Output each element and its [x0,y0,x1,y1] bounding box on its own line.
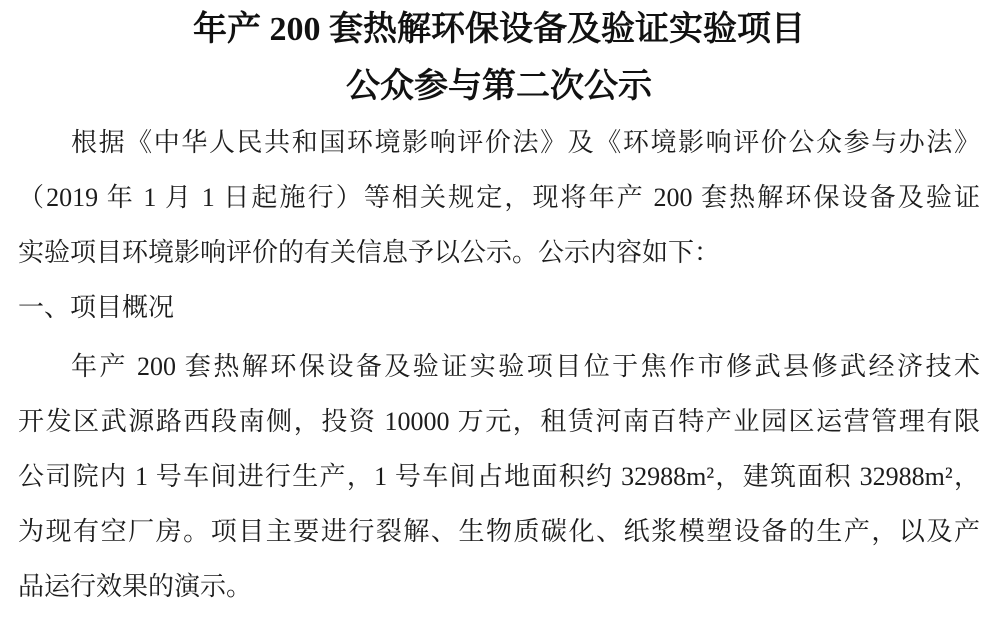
document-title-line-1: 年产 200 套热解环保设备及验证实验项目 [193,11,805,48]
overview-line-4: 为现有空厂房。项目主要进行裂解、生物质碳化、纸浆模塑设备的生产，以及产 [18,517,980,546]
document-title-line-2: 公众参与第二次公示 [346,68,652,105]
overview-line-3: 公司院内 1 号车间进行生产，1 号车间占地面积约 32988m²，建筑面积 32988m²， [18,462,980,491]
document-body [18,115,980,614]
paragraph-intro [18,115,980,280]
overview-line-2: 开发区武源路西段南侧，投资 10000 万元，租赁河南百特产业园区运营管理有限 [18,407,980,436]
intro-line-2: （2019 年 1 月 1 日起施行）等相关规定，现将年产 200 套热解环保设备及验证 [18,183,980,212]
section-heading-project-overview: 一、项目概况 [18,293,175,322]
overview-line-5: 品运行效果的演示。 [18,572,253,601]
intro-line-1: 根据《中华人民共和国环境影响评价法》及《环境影响评价公众参与办法》 [71,128,980,157]
document-title [18,1,980,115]
overview-line-1: 年产 200 套热解环保设备及验证实验项目位于焦作市修武县修武经济技术 [71,352,980,381]
intro-line-3: 实验项目环境影响评价的有关信息予以公示。公示内容如下： [18,238,721,267]
paragraph-project-overview [18,339,980,614]
